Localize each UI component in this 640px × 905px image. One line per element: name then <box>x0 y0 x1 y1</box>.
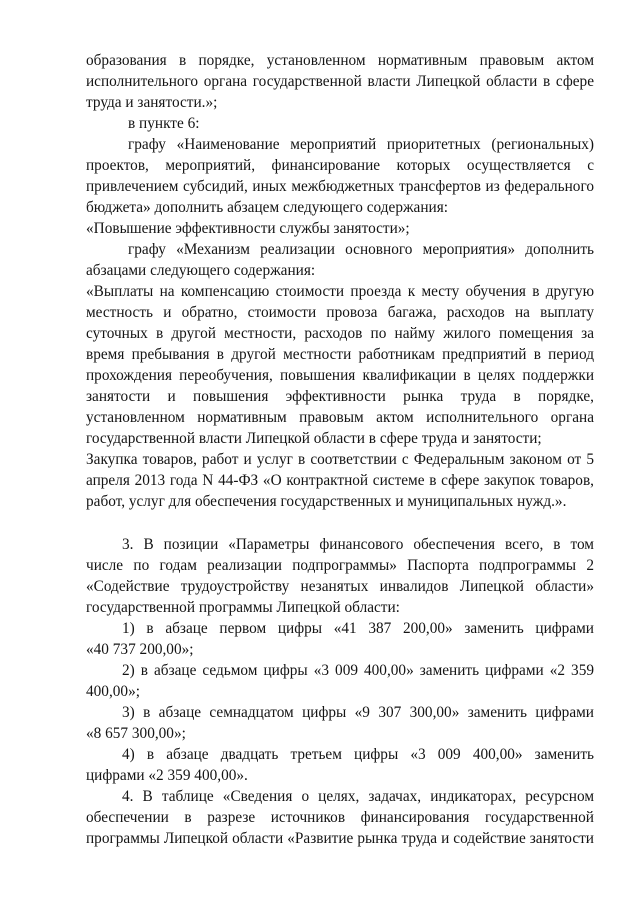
text-line: исполнительного органа государственной власти Липецкой области в сфере <box>86 73 594 90</box>
text-line: «40 737 200,00»; <box>86 641 194 658</box>
text-line: занятости и повышения эффективности рынка труда в порядке, <box>86 388 594 405</box>
text-line: установленном нормативным правовым актом исполнительного органа <box>86 409 594 426</box>
text-line: проектов, мероприятий, финансирование которых осуществляется с <box>86 157 594 174</box>
text-line: образования в порядке, установленном нормативным правовым актом <box>86 52 594 69</box>
text-line: государственной программы Липецкой области: <box>86 599 400 616</box>
text-line: бюджета» дополнить абзацем следующего содержания: <box>86 199 448 216</box>
text-line: труда и занятости.»; <box>86 94 218 111</box>
text-line: графу «Наименование мероприятий приоритетных (региональных) <box>128 136 594 153</box>
text-line: 4) в абзаце двадцать третьем цифры «3 009 400,00» заменить <box>122 746 594 763</box>
text-line: время пребывания в другой местности работникам предприятий в период <box>86 346 594 363</box>
text-line: работ, услуг для обеспечения государственных и муниципальных нужд.». <box>86 493 567 510</box>
text-line: в пункте 6: <box>128 115 200 132</box>
text-line: графу «Механизм реализации основного мероприятия» дополнить <box>128 241 594 258</box>
text-line: числе по годам реализации подпрограммы» Паспорта подпрограммы 2 <box>86 557 594 574</box>
text-line: Закупка товаров, работ и услуг в соответствии с Федеральным законом от 5 <box>86 451 594 468</box>
text-line: «Выплаты на компенсацию стоимости проезда к месту обучения в другую <box>86 283 594 300</box>
text-line: 3. В позиции «Параметры финансового обеспечения всего, в том <box>122 536 594 553</box>
text-line: программы Липецкой области «Развитие рынка труда и содействие занятости <box>86 830 594 847</box>
text-line: «Повышение эффективности службы занятости»; <box>86 220 410 237</box>
text-line: прохождения переобучения, повышения квалификации в целях поддержки <box>86 367 594 384</box>
text-line: обеспечении в разрезе источников финансирования государственной <box>86 809 594 826</box>
text-line: привлечением субсидий, иных межбюджетных трансфертов из федерального <box>86 178 594 195</box>
text-line: 3) в абзаце семнадцатом цифры «9 307 300,00» заменить цифрами <box>122 704 594 721</box>
text-line: государственной власти Липецкой области в сфере труда и занятости; <box>86 430 542 447</box>
text-line: 2) в абзаце седьмом цифры «3 009 400,00» заменить цифрами «2 359 <box>122 662 594 679</box>
text-line: абзацами следующего содержания: <box>86 262 316 279</box>
text-line: апреля 2013 года N 44-ФЗ «О контрактной системе в сфере закупок товаров, <box>86 472 594 489</box>
text-line: 4. В таблице «Сведения о целях, задачах, индикаторах, ресурсном <box>122 788 594 805</box>
text-line: местность и обратно, стоимости провоза багажа, расходов на выплату <box>86 304 594 321</box>
text-line: суточных в другой местности, расходов по найму жилого помещения за <box>86 325 594 342</box>
text-line: «Содействие трудоустройству незанятых инвалидов Липецкой области» <box>86 578 594 595</box>
text-line: цифрами «2 359 400,00». <box>86 767 248 784</box>
text-line: 400,00»; <box>86 683 140 700</box>
text-line: 1) в абзаце первом цифры «41 387 200,00» заменить цифрами <box>122 620 594 637</box>
text-line: «8 657 300,00»; <box>86 725 186 742</box>
